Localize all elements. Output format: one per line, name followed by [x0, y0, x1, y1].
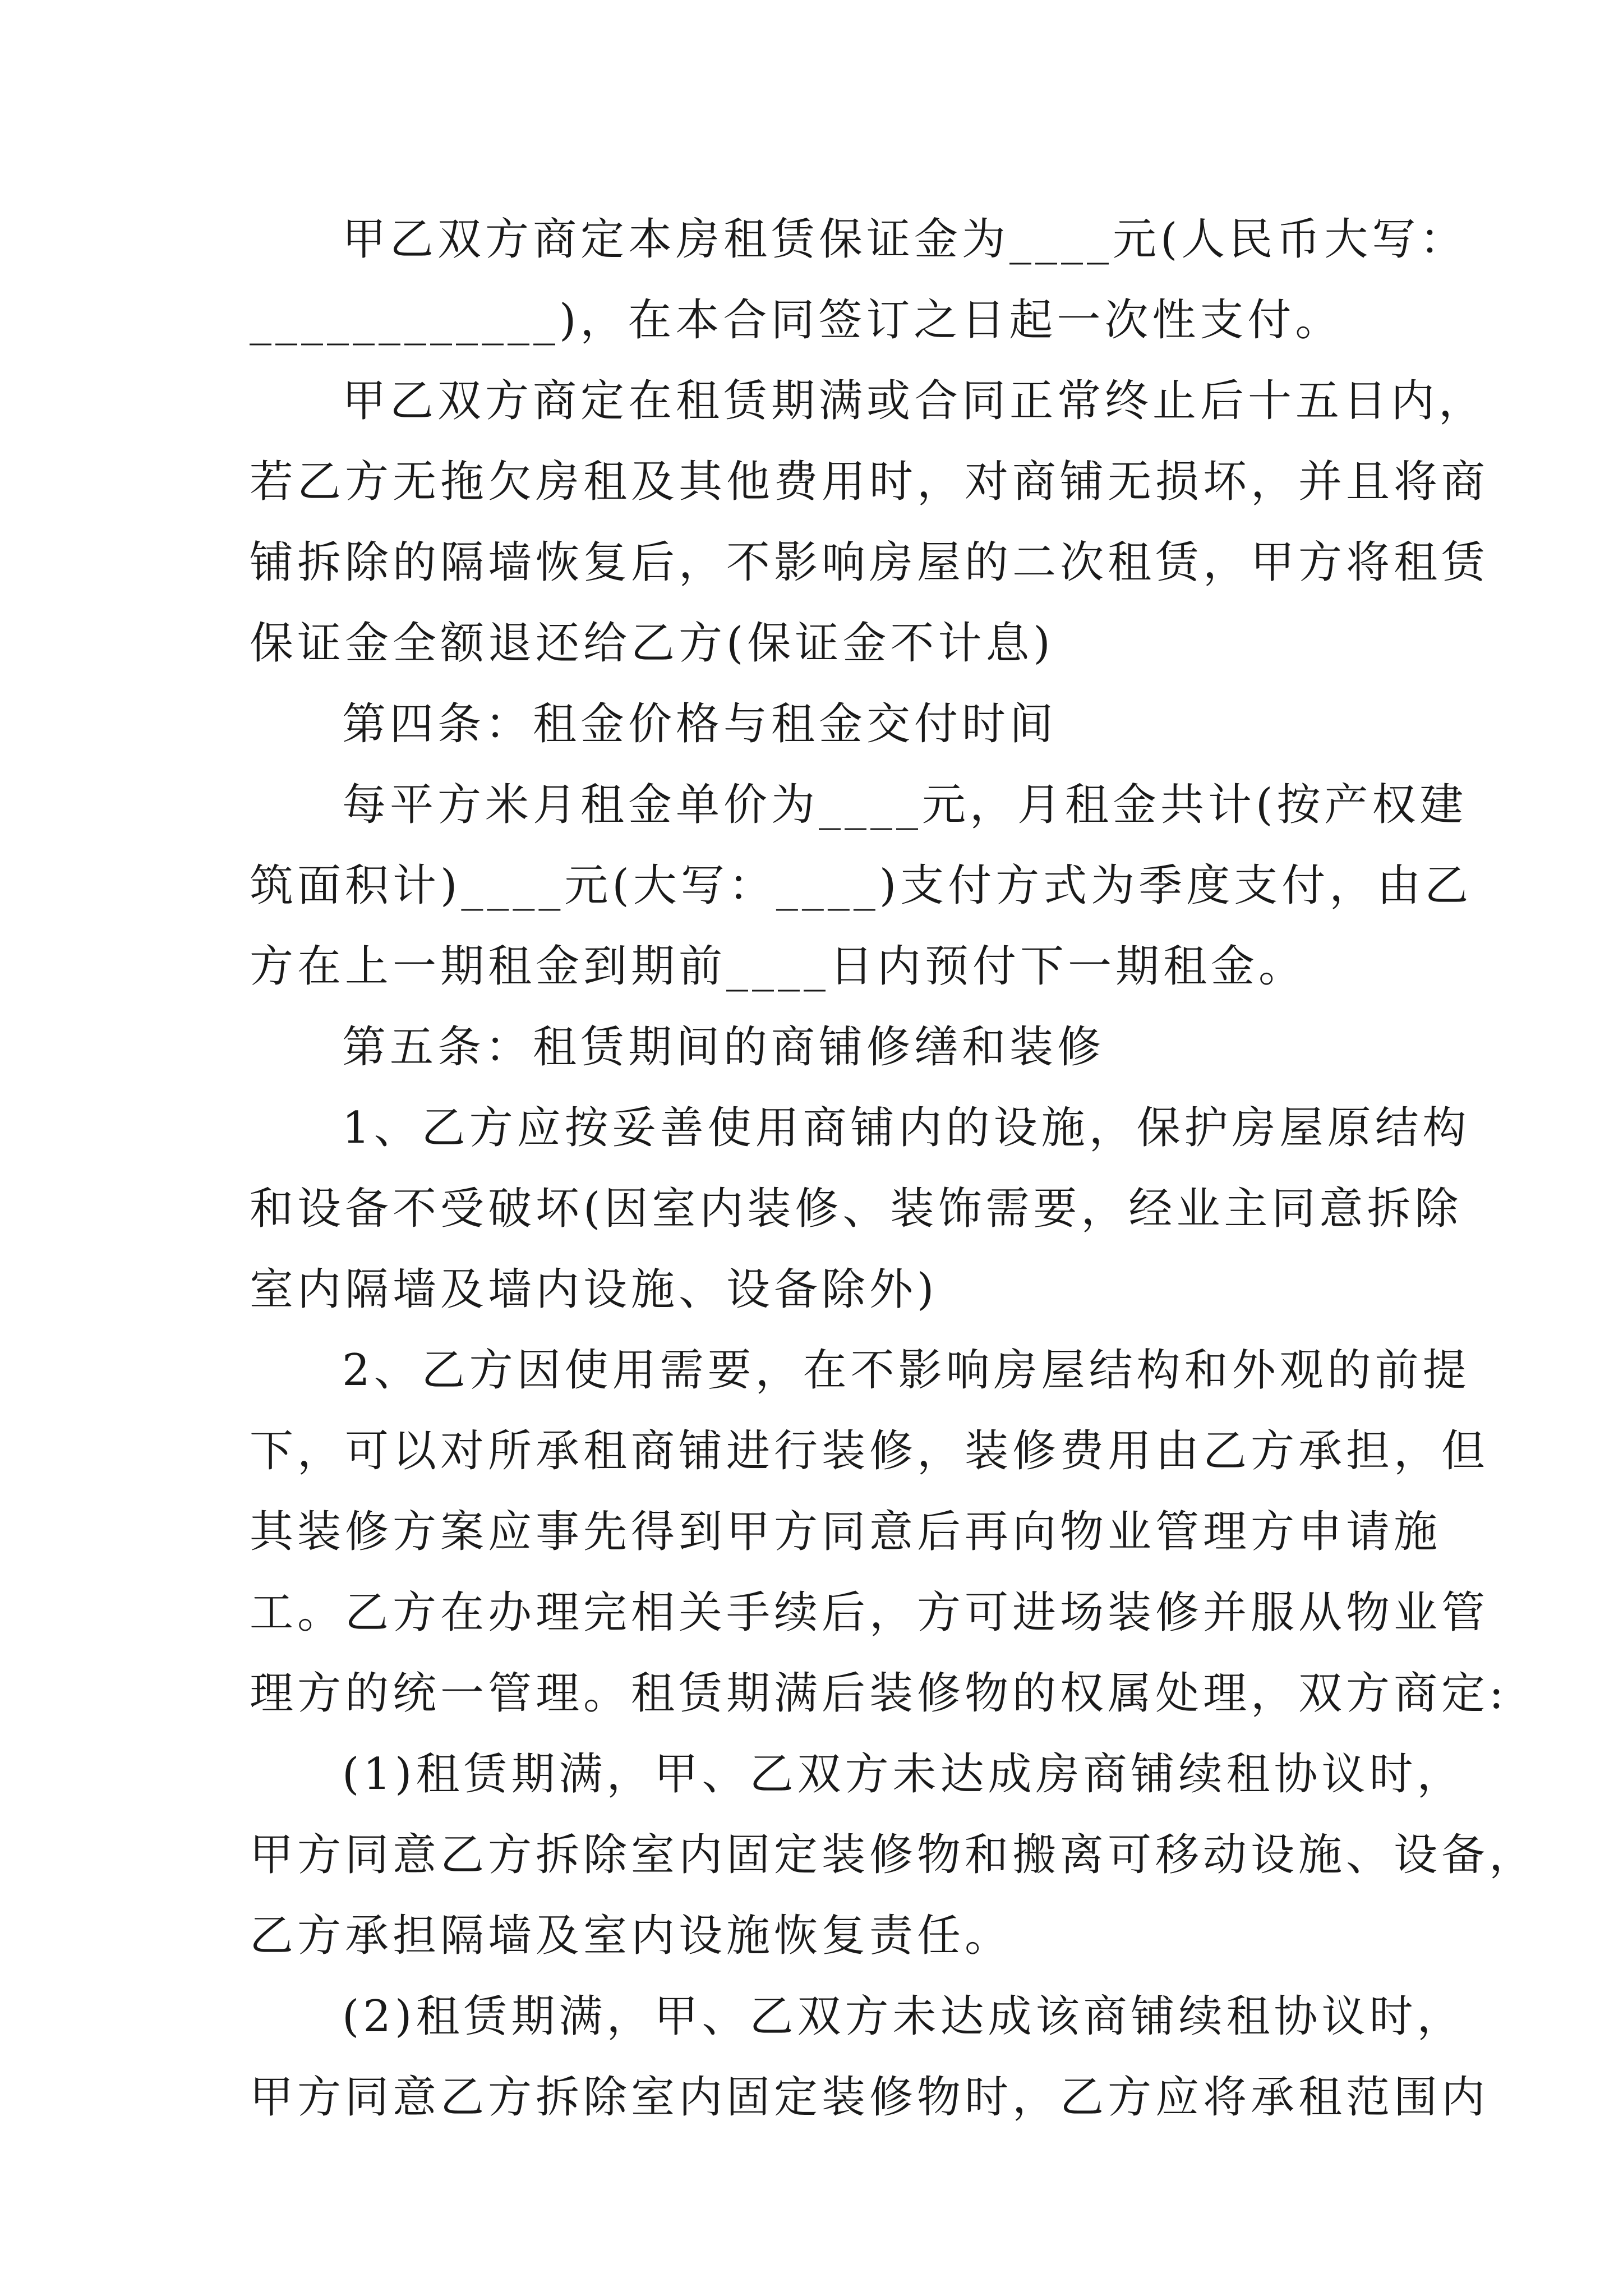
text-line: 其装修方案应事先得到甲方同意后再向物业管理方申请施: [250, 1507, 1442, 1557]
section-heading: 第四条：租金价格与租金交付时间: [342, 699, 1058, 749]
text-line: (2)租赁期满，甲、乙双方未达成该商铺续租协议时，: [342, 1991, 1465, 2042]
text-line: 和设备不受破坏(因室内装修、装饰需要，经业主同意拆除: [250, 1184, 1463, 1234]
text-line: 甲乙双方商定本房租赁保证金为____元(人民币大写：: [342, 214, 1468, 265]
text-line: 下，可以对所承租商铺进行装修，装修费用由乙方承担，但: [250, 1426, 1490, 1476]
text-line: (1)租赁期满，甲、乙双方未达成房商铺续租协议时，: [342, 1749, 1465, 1800]
text-line: 若乙方无拖欠房租及其他费用时，对商铺无损坏，并且将商: [250, 457, 1490, 507]
contract-body: [250, 199, 1537, 2138]
text-line: 甲乙双方商定在租赁期满或合同正常终止后十五日内，: [342, 376, 1487, 426]
text-line: 乙方承担隔墙及室内设施恢复责任。: [250, 1911, 1013, 1961]
text-line: 甲方同意乙方拆除室内固定装修物和搬离可移动设施、设备，: [250, 1830, 1537, 1880]
text-line: 室内隔墙及墙内设施、设备除外): [250, 1264, 938, 1315]
text-line: 铺拆除的隔墙恢复后，不影响房屋的二次租赁，甲方将租赁: [250, 537, 1490, 588]
text-line: 每平方米月租金单价为____元，月租金共计(按产权建: [342, 780, 1468, 830]
text-line: 筑面积计)____元(大写：____)支付方式为季度支付，由乙: [250, 861, 1473, 911]
text-line: 甲方同意乙方拆除室内固定装修物时，乙方应将承租范围内: [250, 2072, 1490, 2123]
text-line: 1、乙方应按妥善使用商铺内的设施，保护房屋原结构: [342, 1103, 1470, 1153]
text-line: 工。乙方在办理完相关手续后，方可进场装修并服从物业管: [250, 1588, 1490, 1638]
text-line: ____________)，在本合同签订之日起一次性支付。: [250, 295, 1343, 346]
text-line: 保证金全额退还给乙方(保证金不计息): [250, 618, 1054, 669]
text-line: 理方的统一管理。租赁期满后装修物的权属处理，双方商定:: [250, 1668, 1508, 1719]
section-heading: 第五条：租赁期间的商铺修缮和装修: [342, 1022, 1105, 1073]
text-line: 2、乙方因使用需要，在不影响房屋结构和外观的前提: [342, 1345, 1470, 1396]
text-line: 方在上一期租金到期前____日内预付下一期租金。: [250, 941, 1307, 992]
